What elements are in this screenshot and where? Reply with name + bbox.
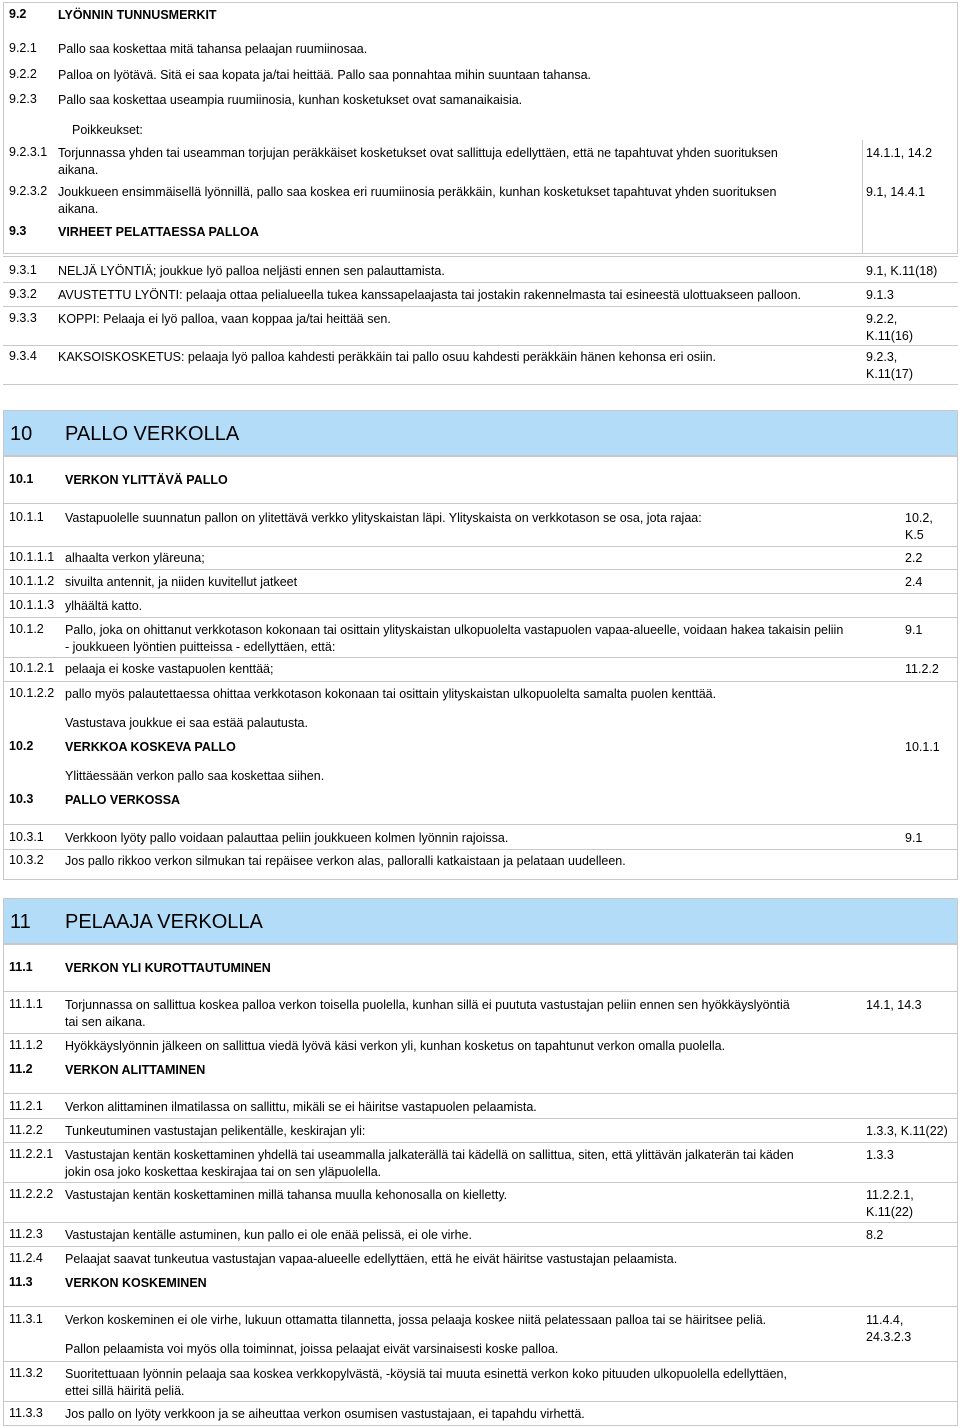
rule-number: 9.2.3 [9, 92, 37, 106]
row-divider [3, 1222, 958, 1223]
rule-reference: 8.2 [866, 1228, 884, 1242]
rule-number: 11.2.2 [9, 1123, 43, 1137]
row-divider [3, 546, 958, 547]
chapter-number: 11 [10, 911, 31, 933]
rule-text: Verkkoon lyöty pallo voidaan palauttaa peliin joukkueen kolmen lyönnin rajoissa. [65, 831, 509, 845]
row-divider [3, 1142, 958, 1143]
ref-line: K.11(17) [866, 367, 914, 381]
text-line: Torjunnassa yhden tai useamman torjujan peräkkäiset kosketukset ovat sallittuja edellyttäen, että ne tapahtuvat yhden suorituksen [58, 146, 778, 160]
text-line: tai sen aikana. [65, 1015, 146, 1029]
section-title: LYÖNNIN TUNNUSMERKIT [58, 8, 217, 22]
row-divider [3, 282, 958, 283]
rule-note: Pallon pelaamista voi myös olla toiminnat, joissa pelaajat eivät varsinaisesti koske palloa. [65, 1342, 559, 1356]
chapter-title: PALLO VERKOLLA [65, 423, 240, 445]
ref-line: 10.2, [905, 511, 933, 525]
rule-reference [866, 311, 913, 345]
rule-reference: 10.1.1 [905, 740, 940, 754]
rule-text: pallo myös palautettaessa ohittaa verkkotason kokonaan tai osittain ylityskaistan ulkopuolelta samalta puolen kenttää. [65, 687, 717, 701]
rule-number: 10.3.2 [9, 853, 44, 867]
section-number: 10.1 [9, 472, 34, 486]
section-number: 9.3 [9, 224, 27, 238]
section-title: VERKON ALITTAMINEN [65, 1063, 206, 1077]
row-divider [3, 1118, 958, 1119]
text-line: Joukkueen ensimmäisellä lyönnillä, pallo saa koskea eri ruumiinosia peräkkäin, kunhan kosketukset tapahtuvat yhden suorituksen [58, 185, 777, 199]
rule-number: 10.1.2.2 [9, 686, 55, 700]
text-line: aikana. [58, 202, 99, 216]
section-title: PALLO VERKOSSA [65, 793, 181, 807]
rule-text: KAKSOISKOSKETUS: pelaaja lyö palloa kahdesti peräkkäin tai pallo osuu kahdesti peräkkäin hänen kehonsa eri osiin. [58, 350, 717, 364]
rule-text: Vastustajan kentälle astuminen, kun pallo ei ole enää pelissä, ei ole virhe. [65, 1228, 472, 1242]
rule-number: 9.2.3.2 [9, 184, 48, 198]
row-divider [3, 824, 958, 825]
text-line: Vastustajan kentän koskettaminen yhdellä tai useammalla jalkaterällä tai kädellä on sallittua, siten, että ylittävän jalkaterän tai käden [65, 1148, 794, 1162]
rule-number: 10.1.1.3 [9, 598, 55, 612]
ref-line: 9.2.3, [866, 350, 898, 364]
rule-reference: 9.1, 14.4.1 [866, 185, 926, 199]
rule-number: 10.3.1 [9, 830, 44, 844]
chapter-10-header [3, 410, 958, 456]
rule-number: 11.3.3 [9, 1406, 43, 1420]
rule-reference: 9.1, K.11(18) [866, 264, 938, 278]
row-divider [3, 593, 958, 594]
chapter-number: 10 [10, 423, 33, 445]
rule-text [58, 145, 778, 179]
rule-text [65, 997, 790, 1031]
rule-text [65, 622, 843, 656]
text-line: Torjunnassa on sallittua koskea palloa verkon toisella puolella, kunhan sillä ei puututa vastustajan peliin ennen sen hyökkäyslyöntiä [65, 998, 790, 1012]
rule-number: 11.1.1 [9, 997, 43, 1011]
text-line: - joukkueen lyöntien puitteissa - edellyttäen, että: [65, 640, 336, 654]
section-number: 11.1 [9, 960, 33, 974]
rule-text: AVUSTETTU LYÖNTI: pelaaja ottaa pelialueella tukea kanssapelaajasta tai jostakin rakennelmasta tai esineestä ulottuakseen palloon. [58, 288, 802, 302]
rule-text: Verkon koskeminen ei ole virhe, lukuun ottamatta tilannetta, jossa pelaaja koskee niitä pelatessaan palloa tai se häiritsee peliä. [65, 1313, 767, 1327]
ref-line: 11.4.4, [866, 1313, 904, 1327]
ref-line: 11.2.2.1, [866, 1188, 914, 1202]
rule-reference: 9.1.3 [866, 288, 894, 302]
section-title: VERKKOA KOSKEVA PALLO [65, 740, 236, 754]
section-number: 11.3 [9, 1275, 33, 1289]
rule-reference: 14.1.1, 14.2 [866, 146, 933, 160]
row-divider [3, 384, 958, 385]
text-line: ettei sillä häiritä peliä. [65, 1384, 185, 1398]
rule-number: 11.3.2 [9, 1366, 43, 1380]
rule-number: 10.1.1 [9, 510, 44, 524]
rule-text [58, 184, 776, 218]
rule-text: ylhäältä katto. [65, 599, 143, 613]
rule-number: 10.1.2.1 [9, 661, 55, 675]
rule-text [65, 1147, 794, 1181]
section-title: VIRHEET PELATTAESSA PALLOA [58, 225, 259, 239]
rule-reference [905, 510, 933, 544]
rule-text: Jos pallo on lyöty verkkoon ja se aiheuttaa verkon osumisen vastustajaan, ei tapahdu virhettä. [65, 1407, 585, 1421]
rule-number: 9.3.1 [9, 263, 37, 277]
text-line: jokin osa joko koskettaa keskirajaa tai on sen yläpuolella. [65, 1165, 382, 1179]
rule-reference: 9.1 [905, 831, 923, 845]
rule-reference [866, 1312, 911, 1346]
chapter-title: PELAAJA VERKOLLA [65, 911, 263, 933]
rule-number: 9.2.2 [9, 67, 37, 81]
row-divider [3, 1093, 958, 1094]
ref-line: 24.3.2.3 [866, 1330, 912, 1344]
rule-reference [866, 349, 913, 383]
rule-number: 11.2.3 [9, 1227, 43, 1241]
rule-text: Pallo saa koskettaa mitä tahansa pelaajan ruumiinosaa. [58, 42, 368, 56]
row-divider [3, 306, 958, 307]
rule-text: Hyökkäyslyönnin jälkeen on sallittua viedä lyövä käsi verkon yli, kunhan kosketus on tapahtunut verkon omalla puolella. [65, 1039, 726, 1053]
row-divider [3, 1182, 958, 1183]
row-divider [3, 1033, 958, 1034]
section-title: VERKON YLITTÄVÄ PALLO [65, 473, 228, 487]
row-divider [3, 849, 958, 850]
rule-number: 11.2.4 [9, 1251, 43, 1265]
rule-text: alhaalta verkon yläreuna; [65, 551, 205, 565]
rule-text: KOPPI: Pelaaja ei lyö palloa, vaan koppaa ja/tai heittää sen. [58, 312, 391, 326]
rule-number: 9.3.2 [9, 287, 37, 301]
section-number: 9.2 [9, 7, 27, 21]
rule-number: 11.2.2.2 [9, 1187, 54, 1201]
rule-text: Tunkeutuminen vastustajan pelikentälle, keskirajan yli: [65, 1124, 366, 1138]
rule-number: 9.3.3 [9, 311, 37, 325]
row-divider [3, 657, 958, 658]
rule-text: NELJÄ LYÖNTIÄ; joukkue lyö palloa neljästi ennen sen palauttamista. [58, 264, 445, 278]
ref-line: K.5 [905, 528, 924, 542]
rule-number: 11.2.1 [9, 1099, 43, 1113]
rule-reference [866, 1187, 914, 1221]
text-line: Pallo, joka on ohittanut verkkotason kokonaan tai osittain ylityskaistan ulkopuolelta vastapuolen vapaa-alueelle, voidaan hakea takaisin peliin [65, 623, 844, 637]
rule-text: Palloa on lyötävä. Sitä ei saa kopata ja/tai heittää. Pallo saa ponnahtaa mihin suuntaan tahansa. [58, 68, 592, 82]
rule-text: pelaaja ei koske vastapuolen kenttää; [65, 662, 274, 676]
rule-number: 11.2.2.1 [9, 1147, 54, 1161]
ref-line: K.11(16) [866, 329, 914, 343]
rule-number: 11.1.2 [9, 1038, 43, 1052]
ref-line: 9.2.2, [866, 312, 898, 326]
rule-note: Vastustava joukkue ei saa estää palautusta. [65, 716, 308, 730]
rule-text: Verkon alittaminen ilmatilassa on sallittu, mikäli se ei häiritse vastapuolen pelaamista. [65, 1100, 537, 1114]
rule-number: 11.3.1 [9, 1312, 43, 1326]
exceptions-label: Poikkeukset: [72, 123, 143, 137]
section-number: 10.3 [9, 792, 34, 806]
rule-reference: 1.3.3, K.11(22) [866, 1124, 948, 1138]
row-divider [3, 1246, 958, 1247]
text-line: Suoritettuaan lyönnin pelaaja saa koskea verkkopylvästä, -köysiä tai muuta esinettä verkon koko pituuden ulkopuolella edellyttäen, [65, 1367, 787, 1381]
row-divider [3, 569, 958, 570]
rule-number: 9.3.4 [9, 349, 37, 363]
section-text: Ylittäessään verkon pallo saa koskettaa siihen. [65, 769, 325, 783]
rule-reference: 14.1, 14.3 [866, 998, 922, 1012]
row-divider [3, 1361, 958, 1362]
row-divider [3, 681, 958, 682]
rule-text: sivuilta antennit, ja niiden kuvitellut jatkeet [65, 575, 298, 589]
rule-number: 10.1.1.2 [9, 574, 55, 588]
row-divider [3, 345, 958, 346]
rule-reference: 2.2 [905, 551, 923, 565]
rule-number: 9.2.1 [9, 41, 37, 55]
rule-reference: 11.2.2 [905, 662, 939, 676]
rule-text: Jos pallo rikkoo verkon silmukan tai repäisee verkon alas, palloralli katkaistaan ja pelataan uudelleen. [65, 854, 626, 868]
chapter-11-header [3, 898, 958, 944]
rule-reference: 1.3.3 [866, 1148, 894, 1162]
row-divider [3, 503, 958, 504]
row-divider [3, 1306, 958, 1307]
rule-text: Vastustajan kentän koskettaminen millä tahansa muulla kehonosalla on kielletty. [65, 1188, 508, 1202]
section-title: VERKON YLI KUROTTAUTUMINEN [65, 961, 271, 975]
ref-line: K.11(22) [866, 1205, 914, 1219]
rule-reference: 2.4 [905, 575, 923, 589]
rule-reference: 9.1 [905, 623, 923, 637]
ref-column-divider [862, 140, 863, 254]
section-number: 11.2 [9, 1062, 33, 1076]
rule-number: 10.1.2 [9, 622, 44, 636]
row-divider [3, 256, 958, 257]
rule-number: 9.2.3.1 [9, 145, 48, 159]
rule-text: Pallo saa koskettaa useampia ruumiinosia, kunhan kosketukset ovat samanaikaisia. [58, 93, 523, 107]
text-line: aikana. [58, 163, 99, 177]
rule-text [65, 1366, 787, 1400]
row-divider [3, 617, 958, 618]
section-title: VERKON KOSKEMINEN [65, 1276, 207, 1290]
rule-number: 10.1.1.1 [9, 550, 55, 564]
section-number: 10.2 [9, 739, 34, 753]
rule-text: Vastapuolelle suunnatun pallon on ylitettävä verkko ylityskaistan läpi. Ylityskaista on verkkotason se osa, jota rajaa: [65, 511, 702, 525]
row-divider [3, 1401, 958, 1402]
row-divider [3, 991, 958, 992]
rule-text: Pelaajat saavat tunkeutua vastustajan vapaa-alueelle edellyttäen, että he eivät häiritse vastustajan pelaamista. [65, 1252, 678, 1266]
